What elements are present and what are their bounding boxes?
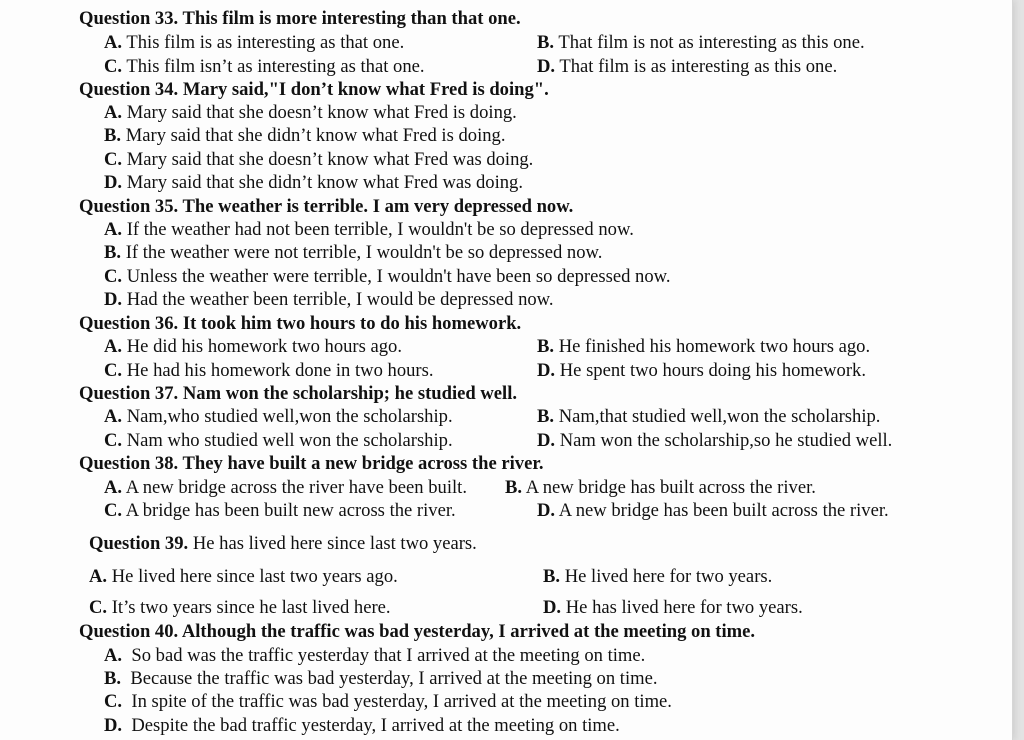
question-33: Question 33. This film is more interesting than that one.: [79, 8, 521, 29]
option-39d: D. He has lived here for two years.: [543, 597, 803, 618]
option-36a: A. He did his homework two hours ago.: [104, 336, 402, 357]
option-40c: C. In spite of the traffic was bad yesterday, I arrived at the meeting on time.: [104, 691, 672, 712]
option-40b: B. Because the traffic was bad yesterday, I arrived at the meeting on time.: [104, 668, 658, 689]
option-35c: C. Unless the weather were terrible, I wouldn't have been so depressed now.: [104, 266, 671, 287]
option-38b: B. A new bridge has built across the river.: [505, 477, 816, 498]
option-37c: C. Nam who studied well won the scholarship.: [104, 430, 453, 451]
question-36: Question 36. It took him two hours to do his homework.: [79, 313, 522, 334]
option-37b: B. Nam,that studied well,won the scholarship.: [537, 406, 881, 427]
option-36d: D. He spent two hours doing his homework.: [537, 360, 866, 381]
option-35b: B. If the weather were not terrible, I wouldn't be so depressed now.: [104, 242, 603, 263]
option-36c: C. He had his homework done in two hours.: [104, 360, 434, 381]
option-38a: A. A new bridge across the river have been built.: [104, 477, 467, 498]
option-37d: D. Nam won the scholarship,so he studied well.: [537, 430, 893, 451]
option-40a: A. So bad was the traffic yesterday that I arrived at the meeting on time.: [104, 645, 646, 666]
option-33d: D. That film is as interesting as this one.: [537, 56, 838, 77]
option-38d: D. A new bridge has been built across the river.: [537, 500, 889, 521]
option-39c: C. It’s two years since he last lived here.: [89, 597, 391, 618]
option-34a: A. Mary said that she doesn’t know what Fred is doing.: [104, 102, 517, 123]
question-38: Question 38. They have built a new bridge across the river.: [79, 453, 544, 474]
option-38c: C. A bridge has been built new across the river.: [104, 500, 456, 521]
option-36b: B. He finished his homework two hours ago.: [537, 336, 871, 357]
option-34b: B. Mary said that she didn’t know what Fred is doing.: [104, 125, 506, 146]
option-33a: A. This film is as interesting as that one.: [104, 32, 405, 53]
option-35a: A. If the weather had not been terrible, I wouldn't be so depressed now.: [104, 219, 634, 240]
option-33b: B. That film is not as interesting as this one.: [537, 32, 865, 53]
question-40: Question 40. Although the traffic was bad yesterday, I arrived at the meeting on time.: [79, 621, 756, 642]
question-35: Question 35. The weather is terrible. I am very depressed now.: [79, 196, 574, 217]
option-33c: C. This film isn’t as interesting as that one.: [104, 56, 425, 77]
option-40d: D. Despite the bad traffic yesterday, I arrived at the meeting on time.: [104, 715, 620, 736]
option-34c: C. Mary said that she doesn’t know what Fred was doing.: [104, 149, 534, 170]
question-34: Question 34. Mary said,"I don’t know what Fred is doing".: [79, 79, 549, 100]
option-39b: B. He lived here for two years.: [543, 566, 773, 587]
question-39: Question 39. He has lived here since last two years.: [89, 533, 477, 554]
option-39a: A. He lived here since last two years ago.: [89, 566, 398, 587]
option-34d: D. Mary said that she didn’t know what Fred was doing.: [104, 172, 524, 193]
option-35d: D. Had the weather been terrible, I would be depressed now.: [104, 289, 554, 310]
option-37a: A. Nam,who studied well,won the scholarship.: [104, 406, 453, 427]
question-37: Question 37. Nam won the scholarship; he studied well.: [79, 383, 518, 404]
